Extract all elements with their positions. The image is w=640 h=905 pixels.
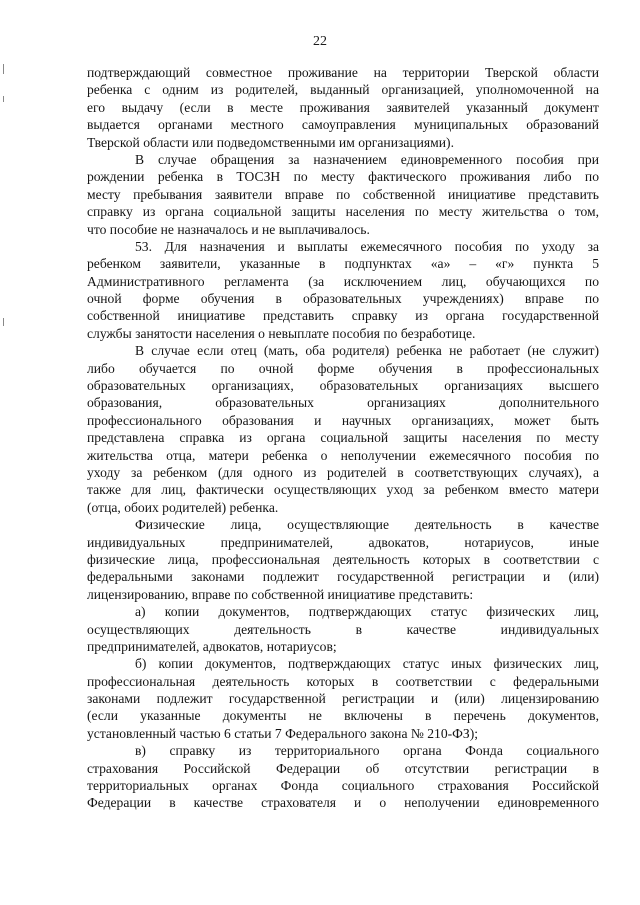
text-line: индивидуальных предпринимателей, адвокатов, нотариусов, иные — [87, 534, 599, 550]
scan-artifact — [3, 96, 4, 102]
text-line: В случае если отец (мать, оба родителя) ребенка не работает (не служит) — [135, 343, 599, 359]
text-line: (если указанные документы не включены в перечень документов, — [87, 708, 599, 724]
scan-artifact — [3, 64, 4, 74]
text-line: а) копии документов, подтверждающих статус физических лиц, — [135, 604, 599, 620]
text-line: профессионального образования и научных организациях, может быть — [87, 412, 599, 428]
text-line: предпринимателей, адвокатов, нотариусов; — [87, 638, 337, 654]
text-line: службы занятости населения о невыплате пособия по безработице. — [87, 325, 476, 341]
text-line: подтверждающий совместное проживание на территории Тверской области — [87, 65, 599, 80]
text-line: осуществляющих деятельность в качестве индивидуальных — [87, 621, 599, 637]
text-line: установленный частью 6 статьи 7 Федерального закона № 210-ФЗ); — [87, 725, 479, 741]
text-line: либо обучается по очной форме обучения в профессиональных — [87, 360, 599, 376]
text-line: образовательных организациях, образовательных организациях высшего — [87, 378, 599, 394]
text-line: (отца, обоих родителей) ребенка. — [87, 499, 279, 515]
text-line: жительства отца, матери ребенка о неполучении ежемесячного пособия по — [87, 447, 599, 463]
page-number: 22 — [313, 34, 327, 49]
text-line: рождении ребенка в ТОСЗН по месту фактического проживания либо по — [87, 169, 599, 185]
text-line: что пособие не назначалось и не выплачивалось. — [87, 221, 370, 237]
document-body — [87, 64, 599, 812]
text-line: профессиональная деятельность которых в соответствии с федеральными — [87, 673, 599, 689]
text-line: физические лица, профессиональная деятельность которых в соответствии с — [87, 551, 599, 567]
text-line: ребенка с одним из родителей, выданный организацией, уполномоченной на — [87, 82, 599, 98]
text-line: лицензированию, вправе по собственной инициативе представить: — [87, 586, 474, 602]
text-line: представлена справка из органа социальной защиты населения по месту — [87, 430, 599, 446]
text-line: Физические лица, осуществляющие деятельность в качестве — [135, 517, 599, 533]
text-line: федеральными законами подлежит государственной регистрации и (или) — [87, 569, 599, 585]
text-line: территориальных органах Фонда социального страхования Российской — [87, 778, 599, 794]
scan-artifact — [3, 318, 4, 326]
text-line: справку из органа социальной защиты населения по месту жительства о том, — [87, 204, 599, 220]
text-line: также для лиц, фактически осуществляющих уход за ребенком вместо матери — [87, 482, 599, 498]
text-line: 53. Для назначения и выплаты ежемесячного пособия по уходу за — [135, 238, 599, 254]
text-line: образования, образовательных организациях дополнительного — [87, 395, 599, 411]
text-line: Административного регламента (за исключением лиц, обучающихся по — [87, 273, 599, 289]
text-line: очной форме обучения в образовательных учреждениях) вправе по — [87, 291, 599, 307]
text-line: выдается органами местного самоуправления муниципальных образований — [87, 117, 599, 133]
text-line: В случае обращения за назначением единовременного пособия при — [135, 151, 599, 167]
text-line: собственной инициативе представить справку из органа государственной — [87, 308, 599, 324]
text-line: ребенком заявители, указанные в подпунктах «а» – «г» пункта 5 — [87, 256, 599, 272]
text-line: Федерации в качестве страхователя и о неполучении единовременного — [87, 795, 599, 811]
text-line: б) копии документов, подтверждающих статус иных физических лиц, — [135, 656, 599, 672]
text-line: страхования Российской Федерации об отсутствии регистрации в — [87, 760, 599, 776]
text-line: в) справку из территориального органа Фонда социального — [135, 743, 599, 759]
text-line: месту пребывания заявители вправе по собственной инициативе представить — [87, 186, 599, 202]
text-line: Тверской области или подведомственными им организациями). — [87, 134, 454, 150]
text-line: уходу за ребенком (для одного из родителей в соответствующих случаях), а — [87, 464, 599, 480]
text-line: его выдачу (если в месте проживания заявителей указанный документ — [87, 99, 599, 115]
text-line: законами подлежит государственной регистрации и (или) лицензированию — [87, 691, 599, 707]
